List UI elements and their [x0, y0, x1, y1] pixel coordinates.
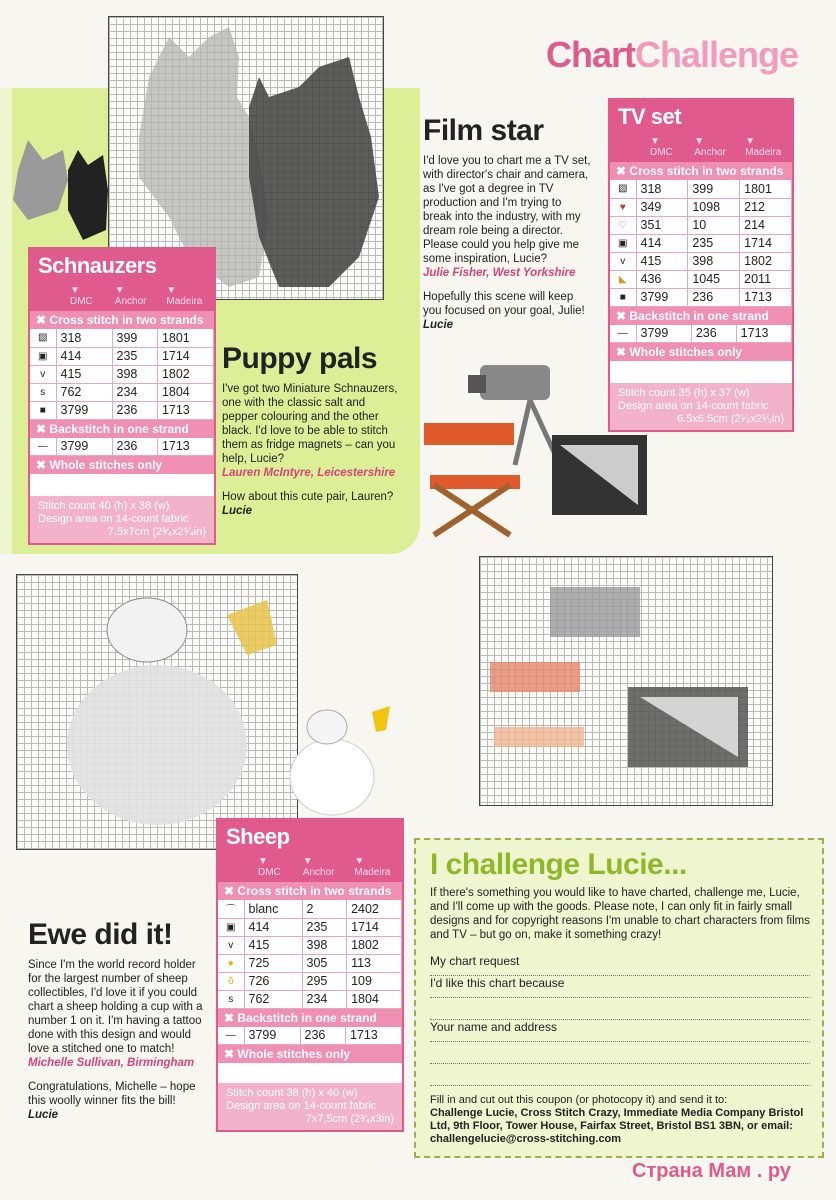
- madeira-cell: 1714: [740, 234, 792, 252]
- story-signature: Michelle Sullivan, Birmingham: [28, 1057, 195, 1069]
- table-row: [218, 1027, 402, 1045]
- madeira-cell: 1713: [157, 401, 213, 419]
- section-label: Cross stitch in two strands: [49, 313, 204, 327]
- spacer: [30, 474, 214, 496]
- design-size: 6.5x6.5cm (2¹⁄₂x2¹⁄₂in): [677, 413, 784, 425]
- legend-footer: [30, 496, 214, 543]
- dmc-cell: 436: [636, 270, 688, 288]
- cross-table: [218, 900, 402, 1009]
- design-area: Design area on 14-count fabric: [618, 400, 769, 412]
- blank-line[interactable]: [430, 998, 810, 1020]
- story-text: I've got two Miniature Schnauzers, one with the classic salt and pepper colouring and the other black. I'd love to be able to stitch them as fridge magnets – can you help, Lucie?: [222, 383, 398, 465]
- col-label: Madeira: [745, 147, 782, 158]
- table-row: [610, 288, 792, 306]
- anchor-cell: 236: [300, 1027, 345, 1045]
- table-row: [218, 936, 402, 954]
- madeira-cell: 1801: [740, 180, 792, 198]
- symbol-cell: s: [218, 990, 244, 1008]
- dmc-cell: 726: [244, 972, 302, 990]
- madeira-cell: 1713: [345, 1027, 401, 1045]
- legend-title: Sheep: [218, 820, 402, 854]
- symbol-cell: ●: [218, 954, 244, 972]
- section-label: Backstitch in one strand: [629, 308, 769, 323]
- symbol-cell: ⌒: [218, 900, 244, 918]
- col-label: DMC: [70, 296, 93, 307]
- madeira-cell: 2402: [347, 900, 402, 918]
- scissors-icon: ✖: [36, 313, 47, 327]
- anchor-cell: 2: [302, 900, 347, 918]
- anchor-cell: 398: [302, 936, 347, 954]
- anchor-cell: 399: [688, 180, 740, 198]
- column-dmc: ▼ DMC: [650, 136, 673, 158]
- table-row: [30, 347, 214, 365]
- symbol-cell: —: [610, 325, 636, 343]
- spacer: [218, 1063, 402, 1083]
- reply-signature: Lucie: [222, 505, 253, 517]
- symbol-cell: ■: [610, 288, 636, 306]
- title-part-1: Chart: [546, 34, 636, 75]
- col-label: DMC: [650, 147, 673, 158]
- scissors-icon: ✖: [616, 308, 627, 323]
- story-heading: Film star: [423, 114, 544, 147]
- table-row: [30, 401, 214, 419]
- design-size: 7x7.5cm (2³⁄₄x3in): [305, 1113, 394, 1125]
- anchor-cell: 1098: [688, 198, 740, 216]
- legend-title: Schnauzers: [30, 249, 214, 283]
- section-label: Whole stitches only: [49, 458, 163, 472]
- dmc-cell: 351: [636, 216, 688, 234]
- ewe-story: [28, 918, 208, 1122]
- tvset-motif: [480, 557, 774, 807]
- section-whole: [30, 456, 214, 474]
- dmc-cell: 762: [244, 990, 302, 1008]
- cross-table: [30, 329, 214, 420]
- story-text: I'd love you to chart me a TV set, with director's chair and camera, as I've got a degree in TV production and I'm trying to break into the industry, with my dream role being a director. Please could you help give me some inspiration, Lucie?: [423, 155, 591, 265]
- column-madeira: ▼ Madeira: [354, 856, 391, 878]
- madeira-cell: 1802: [740, 252, 792, 270]
- table-row: [610, 180, 792, 198]
- madeira-cell: 1802: [157, 365, 213, 383]
- table-row: [218, 918, 402, 936]
- madeira-cell: 109: [347, 972, 402, 990]
- coupon-intro: Fill in and cut out this coupon (or photocopy it) and send it to:: [430, 1094, 728, 1106]
- stitch-count: Stitch count 35 (h) x 37 (w): [618, 387, 750, 399]
- symbol-cell: ▣: [30, 347, 56, 365]
- section-cross: [610, 162, 792, 180]
- section-label: Whole stitches only: [629, 345, 743, 359]
- legend-columns: [610, 134, 792, 162]
- story-reply: How about this cute pair, Lauren?: [222, 491, 394, 503]
- anchor-cell: 236: [112, 438, 157, 456]
- story-text: Since I'm the world record holder for the largest number of sheep collectibles, I'd love it if you could chart a sheep holding a cup with a number 1 on it. I'm having a tattoo done with this design and would love a stitched one to match!: [28, 959, 203, 1055]
- reply-signature: Lucie: [28, 1109, 59, 1121]
- anchor-cell: 236: [691, 325, 736, 343]
- story-heading: Puppy pals: [222, 342, 378, 375]
- sheep-motif: [17, 575, 299, 851]
- title-part-2: Challenge: [635, 34, 799, 75]
- symbol-cell: v: [610, 252, 636, 270]
- symbol-cell: ▣: [610, 234, 636, 252]
- cross-table: [610, 180, 792, 307]
- madeira-cell: 1714: [157, 347, 213, 365]
- dmc-cell: 414: [56, 347, 112, 365]
- challenge-coupon: [414, 838, 824, 1158]
- dmc-cell: 415: [244, 936, 302, 954]
- anchor-cell: 10: [688, 216, 740, 234]
- table-row: [610, 216, 792, 234]
- column-madeira: ▼ Madeira: [745, 136, 782, 158]
- madeira-cell: 2011: [740, 270, 792, 288]
- madeira-cell: 1802: [347, 936, 402, 954]
- story-heading: Ewe did it!: [28, 918, 173, 951]
- story-signature: Lauren McIntyre, Leicestershire: [222, 467, 396, 479]
- anchor-cell: 398: [688, 252, 740, 270]
- scissors-icon: ✖: [224, 1010, 235, 1025]
- design-area: Design area on 14-count fabric: [38, 513, 189, 525]
- table-row: [30, 438, 214, 456]
- watermark: Страна Мам . ру: [632, 1160, 791, 1182]
- madeira-cell: 1714: [347, 918, 402, 936]
- section-label: Cross stitch in two strands: [629, 164, 784, 178]
- symbol-cell: ♡: [610, 216, 636, 234]
- sheep-chart: [16, 574, 298, 850]
- tvset-photo: [420, 335, 660, 545]
- section-back: [30, 420, 214, 438]
- anchor-cell: 295: [302, 972, 347, 990]
- symbol-cell: ▣: [218, 918, 244, 936]
- symbol-cell: ■: [30, 401, 56, 419]
- tvset-chart: [479, 556, 773, 806]
- table-row: [30, 329, 214, 347]
- scissors-icon: ✖: [224, 884, 235, 898]
- section-cross: [218, 882, 402, 900]
- symbol-cell: s: [30, 383, 56, 401]
- table-row: [30, 383, 214, 401]
- legend-title: TV set: [610, 100, 792, 134]
- design-area: Design area on 14-count fabric: [226, 1100, 377, 1112]
- symbol-cell: —: [30, 438, 56, 456]
- scissors-icon: ✖: [36, 458, 47, 472]
- table-row: [218, 990, 402, 1008]
- symbol-cell: ŏ: [218, 972, 244, 990]
- table-row: [610, 270, 792, 288]
- field-label: My chart request: [430, 954, 520, 968]
- stitch-count: Stitch count 40 (h) x 38 (w): [38, 500, 170, 512]
- symbol-cell: ▧: [30, 329, 56, 347]
- col-label: DMC: [258, 867, 281, 878]
- dmc-cell: 3799: [636, 288, 688, 306]
- puppy-story: [222, 342, 402, 518]
- column-anchor: ▼ Anchor: [694, 136, 726, 158]
- anchor-cell: 236: [112, 401, 157, 419]
- scissors-icon: ✖: [616, 164, 627, 178]
- field-label: I'd like this chart because: [430, 976, 565, 990]
- dmc-cell: 3799: [244, 1027, 300, 1045]
- scissors-icon: ✖: [36, 421, 47, 436]
- dmc-cell: 3799: [56, 438, 112, 456]
- design-size: 7.5x7cm (2³⁄₄x2³⁄₄in): [107, 526, 206, 538]
- page-title: [546, 34, 798, 76]
- symbol-cell: —: [218, 1027, 244, 1045]
- symbol-cell: v: [218, 936, 244, 954]
- section-back: [610, 307, 792, 325]
- symbol-cell: v: [30, 365, 56, 383]
- symbol-cell: ◣: [610, 270, 636, 288]
- column-dmc: ▼ DMC: [258, 856, 281, 878]
- column-anchor: ▼ Anchor: [114, 285, 147, 307]
- anchor-cell: 234: [302, 990, 347, 1008]
- madeira-cell: 1804: [157, 383, 213, 401]
- anchor-cell: 235: [302, 918, 347, 936]
- dmc-cell: 725: [244, 954, 302, 972]
- section-back: [218, 1009, 402, 1027]
- dmc-cell: blanc: [244, 900, 302, 918]
- section-label: Cross stitch in two strands: [237, 884, 392, 898]
- dmc-cell: 415: [56, 365, 112, 383]
- madeira-cell: 113: [347, 954, 402, 972]
- legend-columns: [30, 283, 214, 311]
- col-label: Anchor: [302, 867, 335, 878]
- col-label: Madeira: [354, 867, 391, 878]
- anchor-cell: 1045: [688, 270, 740, 288]
- anchor-cell: 235: [112, 347, 157, 365]
- column-anchor: ▼ Anchor: [302, 856, 335, 878]
- section-whole: [218, 1045, 402, 1063]
- section-cross: [30, 311, 214, 329]
- dmc-cell: 349: [636, 198, 688, 216]
- madeira-cell: 214: [740, 216, 792, 234]
- legend-footer: [218, 1083, 402, 1130]
- symbol-cell: ▧: [610, 180, 636, 198]
- anchor-cell: 305: [302, 954, 347, 972]
- anchor-cell: 399: [112, 329, 157, 347]
- schnauzer-photo: [8, 130, 118, 250]
- legend-columns: [218, 854, 402, 882]
- sheep-photo: [282, 692, 402, 822]
- chart-request-field[interactable]: [430, 954, 810, 976]
- sheep-legend: [216, 818, 404, 1132]
- table-row: [610, 198, 792, 216]
- schnauzers-legend: [28, 247, 216, 545]
- table-row: [218, 900, 402, 918]
- madeira-cell: 1713: [157, 438, 213, 456]
- story-reply: Hopefully this scene will keep you focused on your goal, Julie!: [423, 291, 585, 317]
- madeira-cell: 1713: [740, 288, 792, 306]
- table-row: [610, 252, 792, 270]
- dmc-cell: 318: [636, 180, 688, 198]
- col-label: Madeira: [166, 296, 203, 307]
- dmc-cell: 762: [56, 383, 112, 401]
- column-dmc: ▼ DMC: [70, 285, 93, 307]
- table-row: [610, 234, 792, 252]
- section-label: Backstitch in one strand: [237, 1010, 377, 1025]
- dmc-cell: 415: [636, 252, 688, 270]
- back-table: [30, 438, 214, 457]
- madeira-cell: 1804: [347, 990, 402, 1008]
- table-row: [218, 954, 402, 972]
- scissors-icon: ✖: [224, 1047, 235, 1061]
- anchor-cell: 398: [112, 365, 157, 383]
- story-signature: Julie Fisher, West Yorkshire: [423, 267, 576, 279]
- madeira-cell: 1713: [736, 325, 791, 343]
- dmc-cell: 414: [636, 234, 688, 252]
- col-label: Anchor: [114, 296, 147, 307]
- scissors-icon: ✖: [616, 345, 627, 359]
- madeira-cell: 212: [740, 198, 792, 216]
- table-row: [30, 365, 214, 383]
- stitch-count: Stitch count 38 (h) x 40 (w): [226, 1087, 358, 1099]
- column-madeira: ▼ Madeira: [166, 285, 203, 307]
- symbol-cell: ♥: [610, 198, 636, 216]
- col-label: Anchor: [694, 147, 726, 158]
- dmc-cell: 414: [244, 918, 302, 936]
- challenge-text: If there's something you would like to have charted, challenge me, Lucie, and I'll come up with the goods. Please note, I can only fit in fairly small designs and for copyright reasons I'm unable to chart characters from films and TV – but go on, make it something crazy!: [430, 887, 810, 941]
- anchor-cell: 236: [688, 288, 740, 306]
- story-reply: Congratulations, Michelle – hope this woolly winner fits the bill!: [28, 1081, 196, 1107]
- anchor-cell: 235: [688, 234, 740, 252]
- dmc-cell: 3799: [636, 325, 691, 343]
- madeira-cell: 1801: [157, 329, 213, 347]
- blank-line[interactable]: [430, 1042, 810, 1064]
- blank-line[interactable]: [430, 1064, 810, 1086]
- back-table: [218, 1027, 402, 1046]
- dmc-cell: 318: [56, 329, 112, 347]
- reply-signature: Lucie: [423, 319, 454, 331]
- film-story: [423, 114, 593, 332]
- chart-reason-field[interactable]: [430, 976, 810, 998]
- dmc-cell: 3799: [56, 401, 112, 419]
- section-label: Backstitch in one strand: [49, 421, 189, 436]
- section-label: Whole stitches only: [237, 1047, 351, 1061]
- coupon-address: Challenge Lucie, Cross Stitch Crazy, Immediate Media Company Bristol Ltd, 9th Floor, Tower House, Fairfax Street, Bristol BS1 3BN, or email: challengelucie@cross-stitching.com: [430, 1107, 804, 1145]
- table-row: [218, 972, 402, 990]
- anchor-cell: 234: [112, 383, 157, 401]
- field-label: Your name and address: [430, 1020, 557, 1034]
- challenge-heading: I challenge Lucie...: [430, 848, 687, 881]
- name-address-field[interactable]: [430, 1020, 810, 1042]
